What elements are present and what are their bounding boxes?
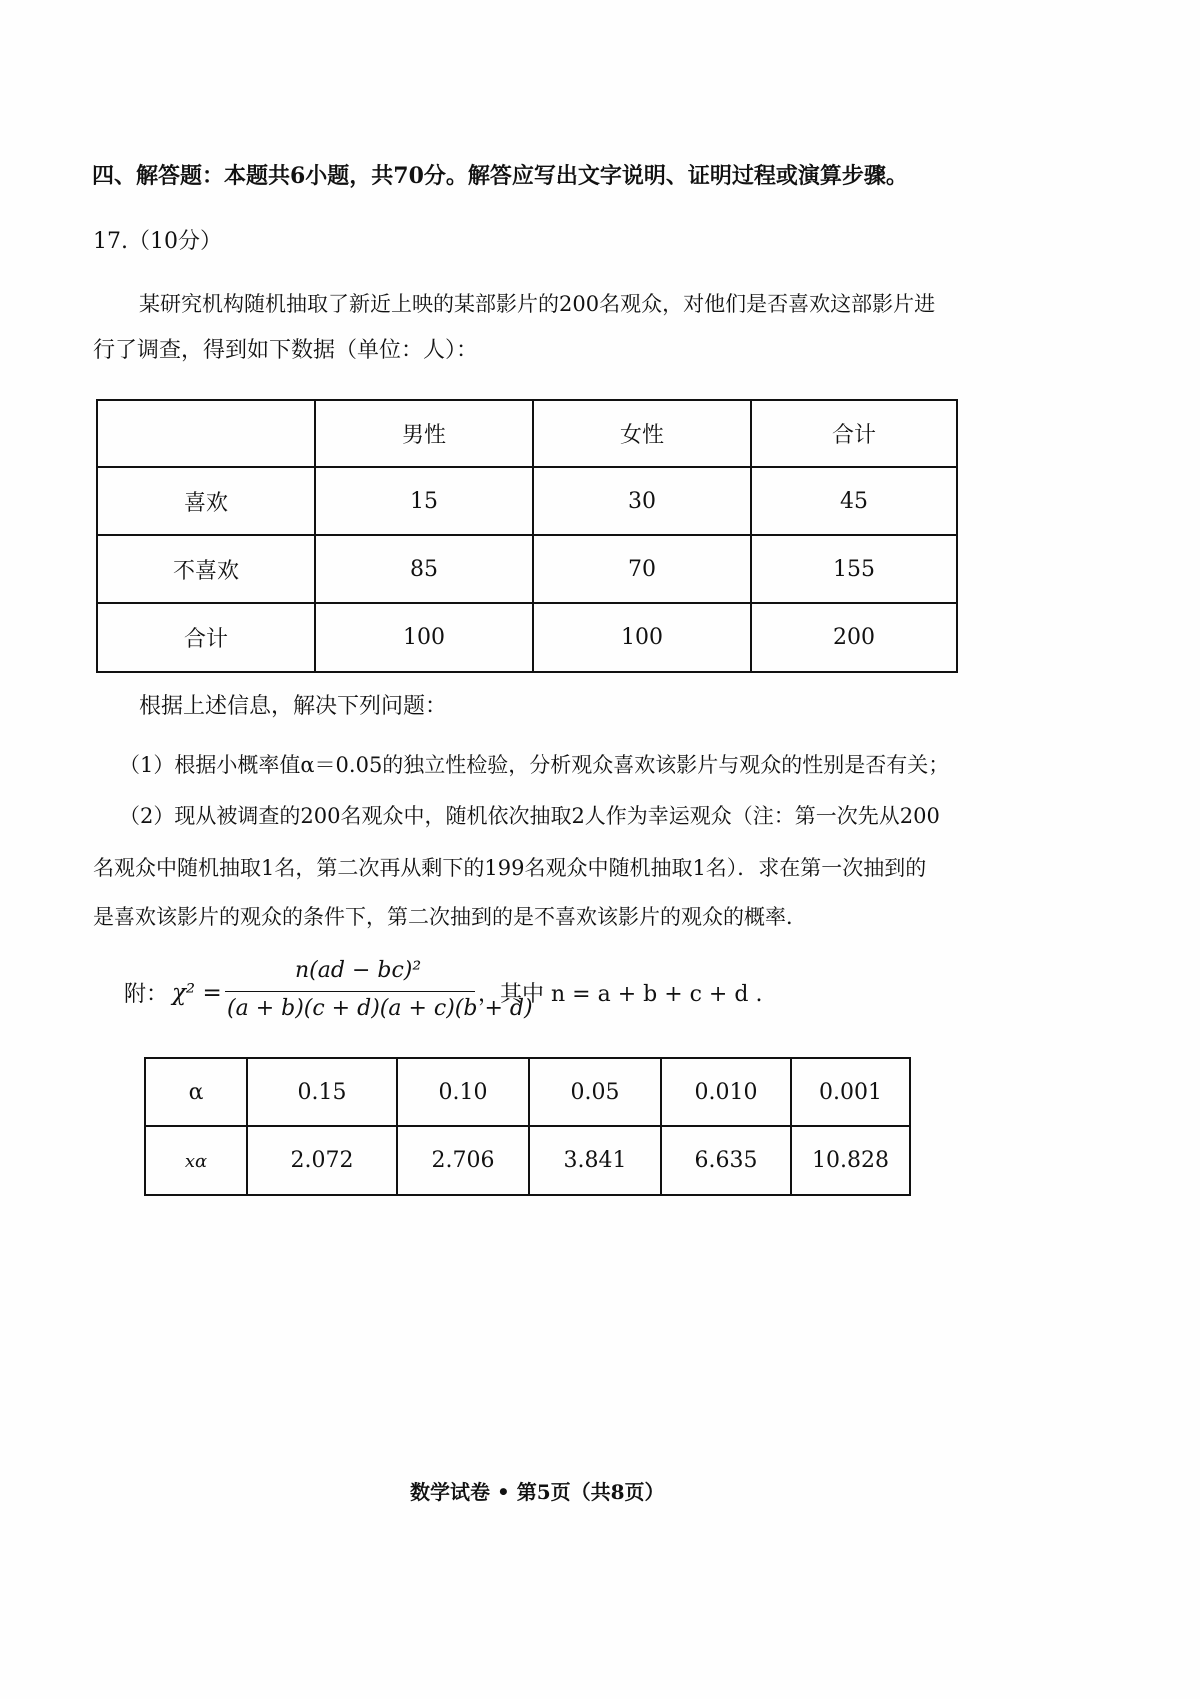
table-row-label: 不喜欢 [97,535,315,603]
table-row-label: 喜欢 [97,467,315,535]
critical-value-cell: 10.828 [791,1126,910,1195]
table-cell [97,400,315,467]
table-row [145,1126,910,1195]
table-header-cell: 合计 [751,400,957,467]
critical-value-cell: 2.072 [247,1126,397,1195]
problem-number: 17.（10分） [93,229,222,254]
critical-value-cell: 3.841 [529,1126,661,1195]
problem-intro-line-1: 某研究机构随机抽取了新近上映的某部影片的200名观众，对他们是否喜欢这部影片进 [139,292,936,316]
page-footer: 数学试卷 • 第5页（共8页） [410,1480,665,1504]
alpha-cell: 0.001 [791,1058,910,1126]
fraction-bar [225,991,475,992]
formula-suffix: ，其中 n = a + b + c + d . [478,982,763,1007]
alpha-cell: 0.10 [397,1058,529,1126]
x-alpha-symbol: xα [184,1151,208,1172]
table-row-label: 合计 [97,603,315,672]
question-2-line-1: （2）现从被调查的200名观众中，随机依次抽取2人作为幸运观众（注：第一次先从200 [119,804,940,828]
critical-value-cell: 6.635 [661,1126,791,1195]
table-cell: 45 [751,467,957,535]
critical-value-table [144,1057,911,1196]
x-alpha-label-cell [145,1126,247,1195]
alpha-cell: 0.05 [529,1058,661,1126]
formula-lhs: χ² = [172,980,222,1006]
table-cell: 100 [533,603,751,672]
survey-table [96,399,958,673]
question-intro: 根据上述信息，解决下列问题： [139,694,448,719]
table-cell: 155 [751,535,957,603]
table-cell: 70 [533,535,751,603]
critical-value-cell: 2.706 [397,1126,529,1195]
alpha-cell: 0.15 [247,1058,397,1126]
table-row [97,603,957,672]
alpha-cell: 0.010 [661,1058,791,1126]
formula-denominator: (a + b)(c + d)(a + c)(b + d) [227,996,533,1021]
question-2-line-2: 名观众中随机抽取1名，第二次再从剩下的199名观众中随机抽取1名）．求在第一次抽到的 [93,856,927,880]
formula-numerator: n(ad − bc)² [295,958,422,983]
question-2-line-3: 是喜欢该影片的观众的条件下，第二次抽到的是不喜欢该影片的观众的概率． [93,905,807,929]
table-row [97,467,957,535]
section-heading: 四、解答题：本题共6小题，共70分。解答应写出文字说明、证明过程或演算步骤。 [92,163,908,189]
question-1: （1）根据小概率值α＝0.05的独立性检验，分析观众喜欢该影片与观众的性别是否有关； [119,753,950,777]
table-row [145,1058,910,1126]
table-row [97,535,957,603]
problem-intro-line-2: 行了调查，得到如下数据（单位：人）： [93,338,479,363]
table-header-cell: 男性 [315,400,533,467]
alpha-label-cell: α [145,1058,247,1126]
table-cell: 15 [315,467,533,535]
table-row [97,400,957,467]
chi-square-fraction [225,958,533,1026]
table-cell: 30 [533,467,751,535]
table-cell: 100 [315,603,533,672]
table-header-cell: 女性 [533,400,751,467]
table-cell: 200 [751,603,957,672]
formula-prefix: 附： [124,982,169,1007]
table-cell: 85 [315,535,533,603]
